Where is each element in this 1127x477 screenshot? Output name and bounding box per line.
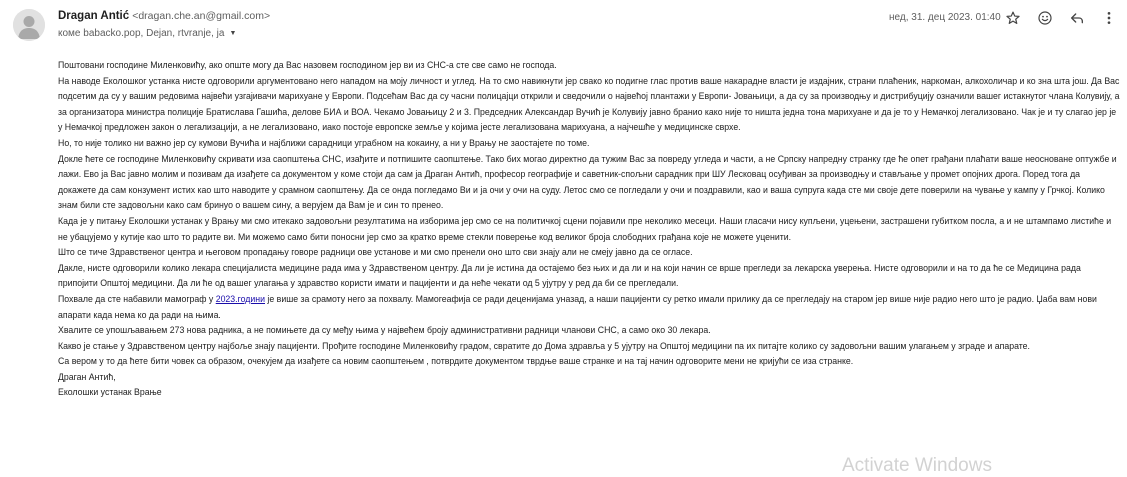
recipients-text: коме babacko.pop, Dejan, rtvranje, ја (58, 28, 225, 39)
reply-button[interactable] (1066, 7, 1088, 29)
signature-org: Еколошки устанак Врање (58, 387, 162, 398)
emoji-reaction-icon (1037, 10, 1053, 26)
add-reaction-button[interactable] (1034, 7, 1056, 29)
signature-name: Драган Антић, (58, 371, 116, 382)
body-paragraph (58, 292, 1120, 323)
body-text-span: Похвале да сте набавили мамограф у (58, 293, 216, 304)
recipients-line (58, 28, 236, 39)
show-details-dropdown-icon[interactable]: ▼ (229, 30, 237, 37)
body-text-span: је више за срамоту него за похвалу. Мамогеафија се ради деценијама уназад, а наши пацијенти су ретко имали прилику да се прегледају на старом јер више није радио него што је радио. Џаба вам нови апарати када нема ко да ради на њима. (58, 293, 1097, 320)
sender-avatar[interactable] (13, 9, 45, 41)
date-link[interactable]: 2023.години (215, 293, 265, 304)
body-paragraph: Са вером у то да ћете бити човек са образом, очекујем да изађете са новим саопштењем , потврдите документом тврдње ваше странке и на тај начин одговорите мени не кријући се иза странке. (58, 356, 854, 367)
reply-icon (1069, 10, 1085, 26)
sender-line (58, 10, 270, 22)
star-button[interactable] (1002, 7, 1024, 29)
more-options-button[interactable] (1098, 7, 1120, 29)
message-date: нед, 31. дец 2023. 01:40 (889, 12, 1001, 23)
person-avatar-icon (13, 9, 45, 41)
activate-windows-watermark: Activate Windows (842, 455, 992, 476)
body-paragraph: Поштовани господине Миленковићу, ако опште могу да Вас назовем господином јер ви из СНС-а сте све само не господа. (58, 60, 557, 70)
body-paragraph: Што се тиче Здравственог центра и његовом пропадању говоре радници ове установе и ми смо пренели оно што сви знају али не смеју јавно да се огласе. (58, 247, 693, 258)
more-vertical-icon (1101, 10, 1117, 26)
body-paragraph: Хвалите се упошљавањем 273 нова радника, а не помињете да су међу њима у највећем броју административни радници чланови СНС, а само око 30 лекара. (58, 325, 711, 336)
body-paragraph: Када је у питању Еколошки устанак у Врању ми смо итекако задовољни резултатима на изборима јер смо се на политичкој сцени појавили пре неколико месеци. Наши гласачи нису купљени, уцењени, застрашени губитком посла, а и не штампамо листиће и не убацујемо у кутије као што то радите ви. Ми можемо само бити поносни јер смо за кратко време стекли поверење код великог броја слободних грађана које не можете уценити. (58, 215, 1112, 242)
star-icon (1005, 10, 1021, 26)
body-paragraph: Докле ћете се господине Миленковићу скривати иза саопштења СНС, изађите и потпишите саопштење. Тако бих могао директно да тужим Вас за повреду угледа и части, а не Српску напредну странку где ће опет грађани плаћати ваше неосноване оптужбе и лажи. Ево ја Вас јавно молим и позивам да изађете са документом у коме стоји да сам ја Драган Антић, професор географије и саветник-спољни сарадник при ШУ Лесковац осуђиван за производњу и стављање у промет опојних дрога. Поред тога да докажете да сам конзумент истих као што наводите у срамном саопштењу. Да се онда погледамо Ви и ја очи у очи на суду. Летос смо се погледали у очи и поздравили, као и ваша супруга када сте ми своје дете поверили на чување у кампу у Грчкој. Колико знам били сте задовољни како сам бринуо о вашем сину, а верујем да Вам је и син то пренео. (58, 153, 1117, 211)
message-body (58, 58, 1120, 401)
body-paragraph: Какво је стање у Здравственом центру најбоље знају пацијенти. Прођите господине Миленковићу градом, свратите до Дома здравља у 5 ујутру на Општој медицини па их питајте колико су задовољни вашим улагањем у зграде и апарате. (58, 340, 1030, 351)
body-paragraph: Но, то није толико ни важно јер су кумови Вучића и најближи сарадници уграбном на кокаину, а ни у Врању не заостајете по томе. (58, 137, 590, 148)
body-paragraph: Дакле, нисте одговорили колико лекара специјалиста медицине рада има у Здравственом центру. Да ли је истина да остајемо без њих и да ли и на који начин се врше прегледи за лекарска уверења. Нисте одговорили и на то да ће се Медицина рада припојити Општој медицини. Да ли ће од вашег улагања у здравство користи имати и пацијенти и да неће чекати од 5 ујутру у ред да би се прегледали. (58, 262, 1081, 289)
sender-email: <dragan.che.an@gmail.com> (132, 10, 271, 22)
body-paragraph: На наводе Еколошког устанка нисте одговорили аргументовано него нападом на моју личност и углед. На то смо навикнути јер свако ко подигне глас против ваше накарадне власти је издајник, страни плаћеник, наркоман, алкохоличар и ко зна шта још. Да Вас подсетим да су у вашим редовима највећи узгајивачи марихуане у Европи. Подсећам Вас да су часни полицајци открили и сведочили о највећој плантажи у Европи- Јовањици, а да су за производњу и дистрибуцију означили вашег истакнутог члана Колувију, а за организатора министра полиције Братислава Гашића, делове БИА и ВОА. Чекамо Јовањицу 2 и 3. Председник Александар Вучић је Колувију јавно бранио како није то ништа једна тона марихуане и да је то у Немачкој легализовано. Чак је и ту слагао јер је у Немачкој предложен закон о легализацији, а не легализовано, иако постоје европске земље у којима јесте легализована марихуана, а најчешће у медицинске сврхе. (58, 75, 1120, 133)
sender-name[interactable]: Dragan Antić (58, 10, 130, 22)
